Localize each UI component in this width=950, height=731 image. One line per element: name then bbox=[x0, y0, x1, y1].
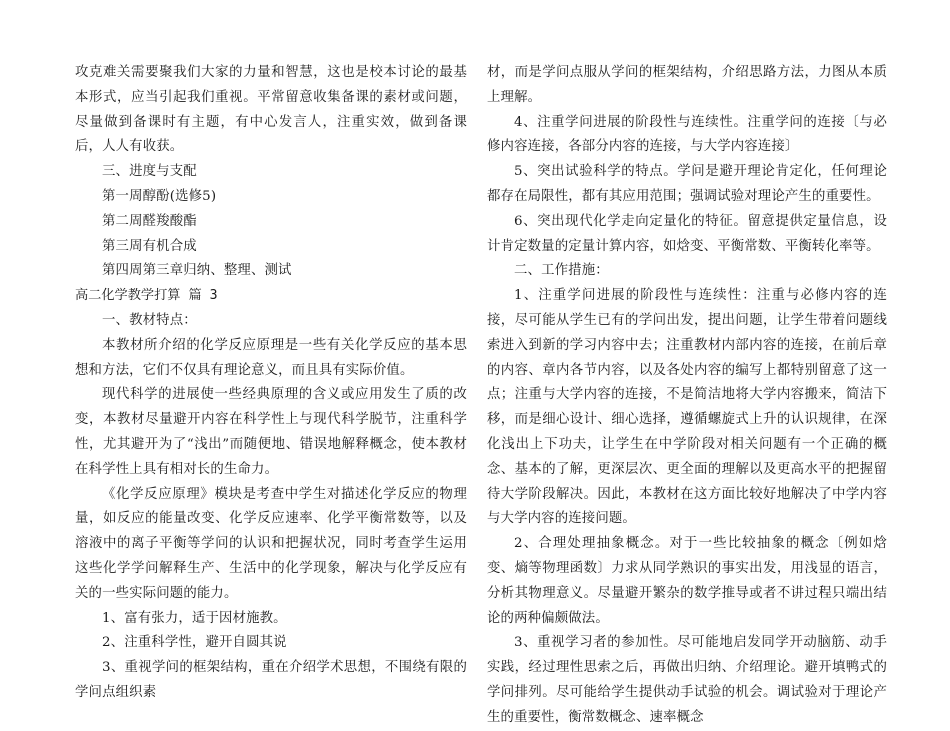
paragraph: 三、进度与支配 bbox=[102, 164, 197, 180]
paragraph: 本教材所介绍的化学反应原理是一些有关化学反应的基本思想和方法，它们不仅具有理论意义，而且具有实际价值。 bbox=[75, 337, 467, 378]
paragraph: 3、重视学问的框架结构，重在介绍学术思想，不围绕有限的学问点组织素 bbox=[75, 660, 467, 700]
paragraph: 2、合理处理抽象概念。对于一些比较抽象的概念〔例如焓变、熵等物理函数〕力求从同学熟识的事实出发，用浅显的语言，分析其物理意义。尽量避开繁杂的数学推导或者不讲过程只端出结论的两种偏颇做法。 bbox=[487, 536, 887, 626]
paragraph: 6、突出现代化学走向定量化的特征。留意提供定量信息，设计肯定数量的定量计算内容，如焓变、平衡常数、平衡转化率等。 bbox=[487, 213, 887, 254]
paragraph: 1、注重学问进展的阶段性与连续性：注重与必修内容的连接，尽可能从学生已有的学问出发，提出问题，让学生带着问题线索进入到新的学习内容中去；注重教材内部内容的连接，在前后章的内容、章内各节内容，以及各处内容的编写上都特别留意了这一点；注重与大学内容的连接，不是简洁地将大学内容搬来，简洁下移，而是细心设计、细心选择，遵循螺旋式上升的认识规律，在深化浅出上下功夫，让学生在中学阶段对相关问题有一个正确的概念、基本的了解，更深层次、更全面的理解以及更高水平的把握留待大学阶段解决。因此，本教材在这方面比较好地解决了中学内容与大学内容的连接问题。 bbox=[487, 288, 887, 527]
paragraph: 第二周醛羧酸酯 bbox=[102, 213, 197, 229]
paragraph: 1、富有张力，适于因材施教。 bbox=[102, 610, 287, 626]
paragraph: 二、工作措施： bbox=[514, 263, 609, 279]
paragraph: 一、教材特点： bbox=[102, 312, 197, 328]
paragraph: 第三周有机合成 bbox=[102, 238, 197, 254]
paragraph: 材，而是学问点服从学问的框架结构，介绍思路方法，力图从本质上理解。 bbox=[487, 65, 887, 105]
paragraph: 4、注重学问进展的阶段性与连续性。注重学问的连接〔与必修内容连接，各部分内容的连接，与大学内容连接〕 bbox=[487, 114, 887, 155]
left-column bbox=[75, 61, 467, 706]
section-title: 高二化学教学打算 篇 3 bbox=[75, 288, 218, 304]
paragraph: 3、重视学习者的参加性。尽可能地启发同学开动脑筋、动手实践，经过理性思索之后，再做出归纳、介绍理论。避开填鸭式的学问排列。尽可能给学生提供动手试验的机会。调试验对于理论产生的重要性，衡常数概念、速率概念 bbox=[487, 635, 887, 725]
paragraph: 现代科学的进展使一些经典原理的含义或应用发生了质的改变，本教材尽量避开内容在科学性上与现代科学脱节，注重科学性，尤其避开为了“浅出”而随便地、错误地解释概念，使本教材在科学性上具有相对长的生命力。 bbox=[75, 387, 467, 477]
paragraph: 5、突出试验科学的特点。学问是避开理论肯定化，任何理论都存在局限性，都有其应用范围；强调试验对理论产生的重要性。 bbox=[487, 164, 887, 204]
paragraph: 攻克难关需要聚我们大家的力量和智慧，这也是校本讨论的最基本形式，应当引起我们重视。平常留意收集备课的素材或问题，尽量做到备课时有主题，有中心发言人，注重实效，做到备课后，人人有收获。 bbox=[75, 65, 467, 155]
paragraph: 《化学反应原理》模块是考查中学生对描述化学反应的物理量，如反应的能量改变、化学反应速率、化学平衡常数等，以及溶液中的离子平衡等学问的认识和把握状况，同时考查学生运用这些化学学问解释生产、生活中的化学现象，解决与化学反应有关的一些实际问题的能力。 bbox=[75, 486, 467, 601]
right-column bbox=[487, 61, 887, 731]
paragraph: 2、注重科学性，避开自圆其说 bbox=[102, 635, 287, 651]
paragraph: 第一周醇酚(选修5) bbox=[102, 188, 217, 204]
paragraph: 第四周第三章归纳、整理、测试 bbox=[102, 263, 292, 279]
